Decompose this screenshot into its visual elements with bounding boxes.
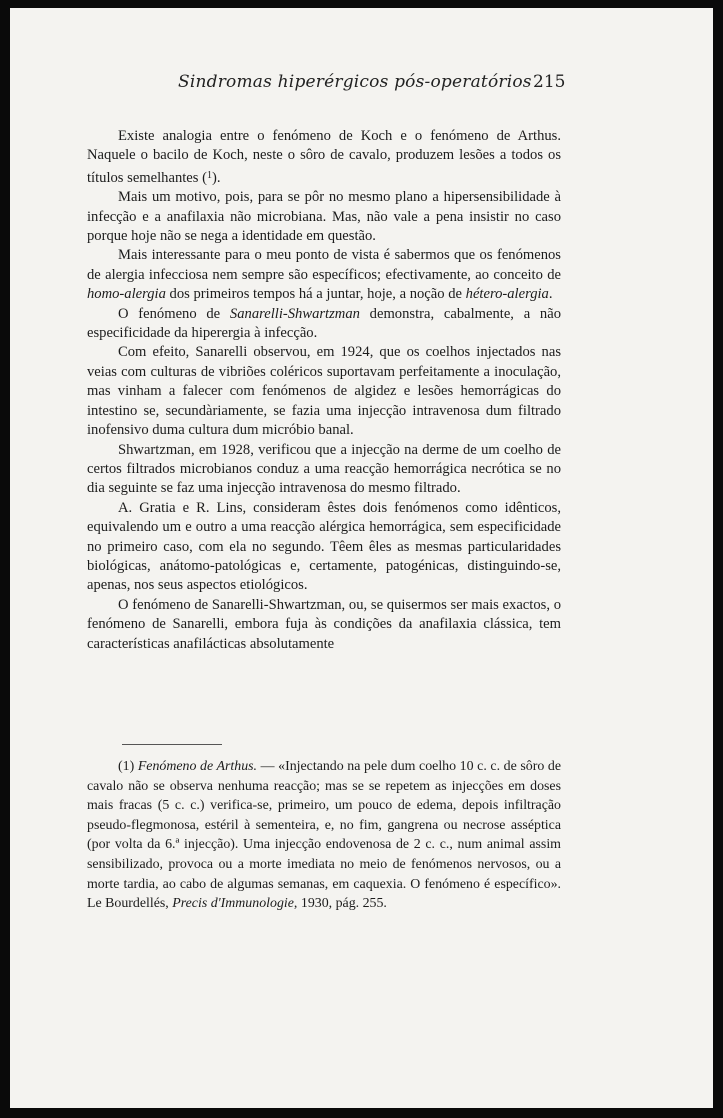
footnotes xyxy=(87,757,561,914)
footnote-divider xyxy=(122,744,222,745)
footnote xyxy=(87,757,561,914)
paragraph-text: Mais interessante para o meu ponto de vista é sabermos que os fenómenos de alergia infecciosa nem sempre são específicos; efectivamente, ao conceito de xyxy=(87,247,561,283)
footnote-reference: 1 xyxy=(206,169,212,181)
page-number: 215 xyxy=(533,72,566,92)
paragraph: Com efeito, Sanarelli observou, em 1924, que os coelhos injectados nas veias com culturas de vibriões coléricos suportavam perfeitamente a inoculação, mas vinham a falecer com fenómenos de algidez e lesões hemorrágicas do intestino se, secundàriamente, se fazia uma injecção intravenosa dum filtrado inofensivo duma cultura dum micróbio banal. xyxy=(87,344,561,439)
term-homo-alergia: homo-alergia xyxy=(87,286,166,303)
running-title: Sindromas hiperérgicos pós-operatórios xyxy=(178,72,532,92)
term-hetero-alergia: hétero-alergia xyxy=(465,286,549,303)
page-header xyxy=(10,72,713,98)
paragraph: Mais um motivo, pois, para se pôr no mesmo plano a hipersensibilidade à infecção e a anafilaxia não microbiana. Mas, não vale a pena insistir no caso porque hoje não se nega a identidade em questão. xyxy=(87,189,561,245)
paragraph xyxy=(87,246,561,304)
footnote-title: Fenómeno de Arthus. xyxy=(137,759,258,774)
footnote-tail: , 1930, pág. 255. xyxy=(293,896,387,912)
paragraph-text: O fenómeno de xyxy=(118,305,230,322)
paragraph: Shwartzman, em 1928, verificou que a injecção na derme de um coelho de certos filtrados microbianos conduz a uma reacção hemorrágica necrótica se no dia seguinte se faz uma injecção intravenosa do mesmo filtrado. xyxy=(87,441,561,497)
paragraph xyxy=(87,127,561,188)
paragraph-text: demonstra, cabalmente, a não especificidade da hiperergia à infecção. xyxy=(87,305,561,342)
paragraph: A. Gratia e R. Lins, consideram êstes dois fenómenos como idênticos, equivalendo um e outro a uma reacção alérgica hemorrágica, sem especificidade no primeiro caso, com ela no segundo. Têem êles as mesmas particularidades biológicas, anátomo-patológicas e, certamente, patogénicas, distinguindo-se, apenas, nos seus aspectos etiológicos. xyxy=(87,499,561,594)
term-sanarelli-shwartzman: Sanarelli-Shwartzman xyxy=(229,305,360,322)
footnote-mark: (1) xyxy=(118,759,135,774)
footnote-source: Precis d'Immunologie xyxy=(172,896,294,912)
paragraph: O fenómeno de Sanarelli-Shwartzman, ou, se quisermos ser mais exactos, o fenómeno de Sanarelli, embora fuja às condições da anafilaxia clássica, tem características anafilácticas absolutamente xyxy=(87,596,561,652)
book-page xyxy=(10,8,713,1108)
paragraph-text: ). xyxy=(211,169,221,186)
body-text xyxy=(87,127,561,654)
paragraph-text: Existe analogia entre o fenómeno de Koch e o fenómeno de Arthus. Naquele o bacilo de Koch, neste o sôro de cavalo, produzem lesões a todos os títulos semelhantes ( xyxy=(87,128,561,186)
footnote-text: — «Injectando na pele dum coelho 10 c. c. de sôro de cavalo não se observa nenhuma reacção; mas se se repetem as injecções em doses mais fracas (5 c. c.) verifica-se, primeiro, um pouco de edema, depois infiltração pseudo-flegmonosa, estéril à sementeira, e, no fim, gangrena ou necrose asséptica (por volta da 6.ª injecção). Uma injecção endovenosa de 2 c. c., num animal assim sensibilizado, provoca ou a morte imediata no meio de fenómenos nervosos, ou a morte tardia, ao cabo de algumas semanas, em caquexia. O fenómeno é específico». Le Bourdellés, xyxy=(87,759,561,912)
paragraph-text: dos primeiros tempos há a juntar, hoje, a noção de xyxy=(165,286,466,303)
paragraph xyxy=(87,305,561,344)
paragraph-text: . xyxy=(548,286,553,303)
